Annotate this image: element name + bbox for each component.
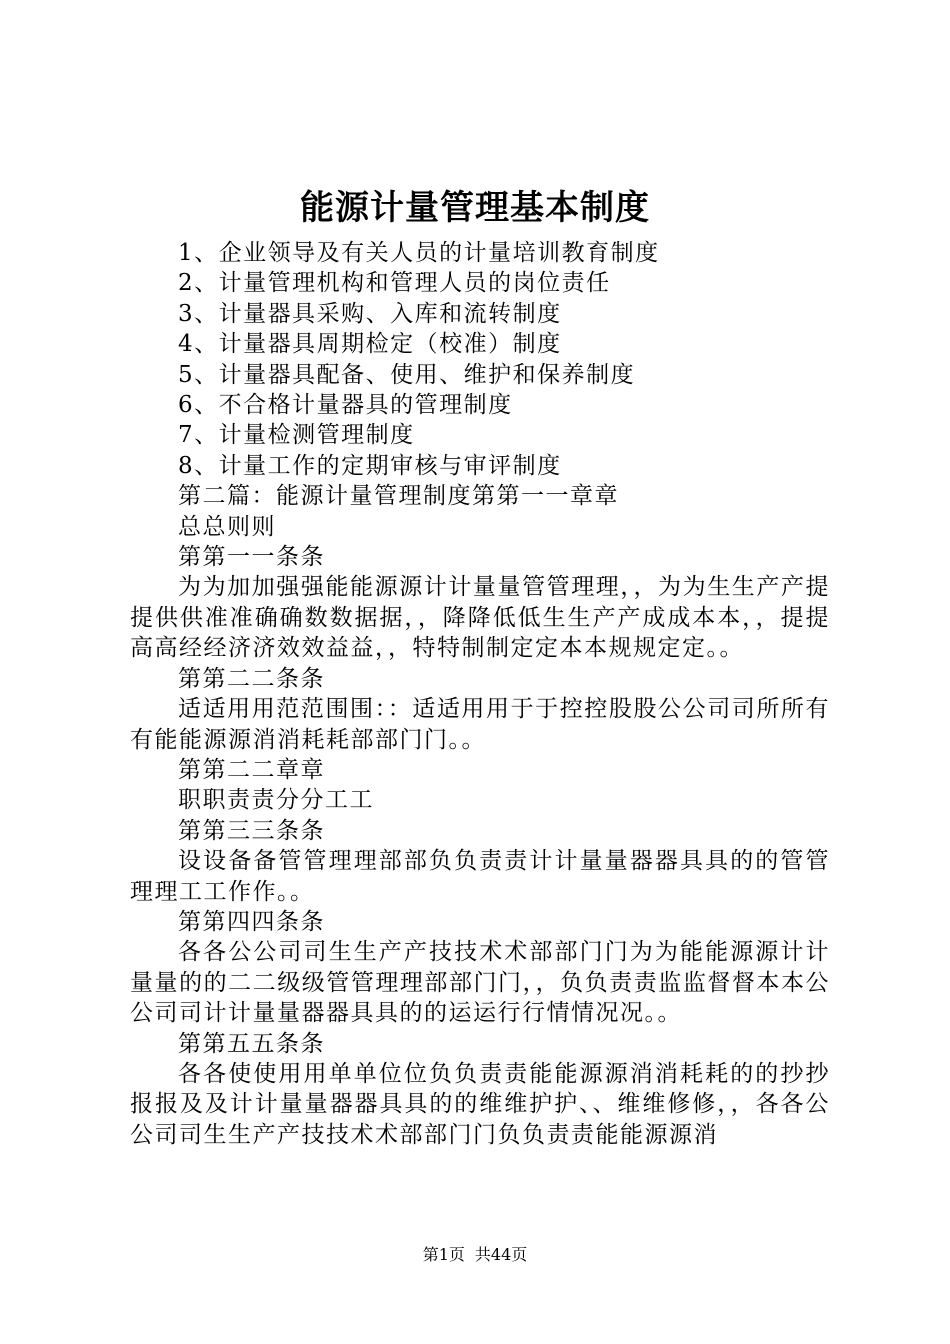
paragraph: 8、计量工作的定期审核与审评制度 [178,452,562,479]
paragraph: 1、企业领导及有关人员的计量培训教育制度 [178,240,660,266]
paragraph: 适适用用范范围围：：适适用用于于控控股股公公司司所所有有能能源源消消耗耗部部门门。。 [130,696,830,753]
paragraph: 第二篇：能源计量管理制度第第一一章章 [178,483,619,510]
paragraph: 第第五五条条 [178,1030,325,1057]
paragraph: 设设备备管管理理部部负负责责计计量量器器具具的的管管理理工工作作。。 [130,848,830,905]
paragraph: 3、计量器具采购、入库和流转制度 [178,300,562,327]
paragraph: 职职责责分分工工 [178,787,374,814]
paragraph: 6、不合格计量器具的管理制度 [178,392,513,419]
document-body [130,238,830,1150]
paragraph: 第第一一条条 [178,544,325,571]
paragraph: 2、计量管理机构和管理人员的岗位责任 [178,270,611,297]
paragraph: 第第二二章章 [178,756,325,783]
page-number: 第1页 [422,1245,465,1264]
paragraph: 各各使使用用单单位位负负责责能能源源消消耗耗的的抄抄报报及及计计量量器器具具的的维维护护、、维维修修，，各各公公司司生生产产技技术术部部门门负负责责能能源源消 [130,1060,830,1148]
paragraph: 4、计量器具周期检定（校准）制度 [178,331,562,358]
paragraph: 第第三三条条 [178,817,325,844]
paragraph: 各各公公司司生生产产技技术术部部门门为为能能源源计计量量的的二二级级管管理理部部门门，，负负责责监监督督本本公公司司计计量量器器具具的的运运行行情情况况。。 [130,939,830,1027]
document-title: 能源计量管理基本制度 [300,188,650,228]
page-footer [0,1245,950,1265]
paragraph: 为为加加强强能能源源计计量量管管理理，，为为生生产产提提供供准准确确数数据据，，降降低低生生产产成成本本，，提提高高经经济济效效益益，，特特制制定定本本规规定定。。 [130,574,830,662]
paragraph: 5、计量器具配备、使用、维护和保养制度 [178,361,636,388]
paragraph: 第第四四条条 [178,908,325,935]
page-total: 共44页 [474,1245,528,1264]
paragraph: 第第二二条条 [178,665,325,692]
paragraph: 总总则则 [178,513,276,540]
paragraph: 7、计量检测管理制度 [178,422,415,449]
